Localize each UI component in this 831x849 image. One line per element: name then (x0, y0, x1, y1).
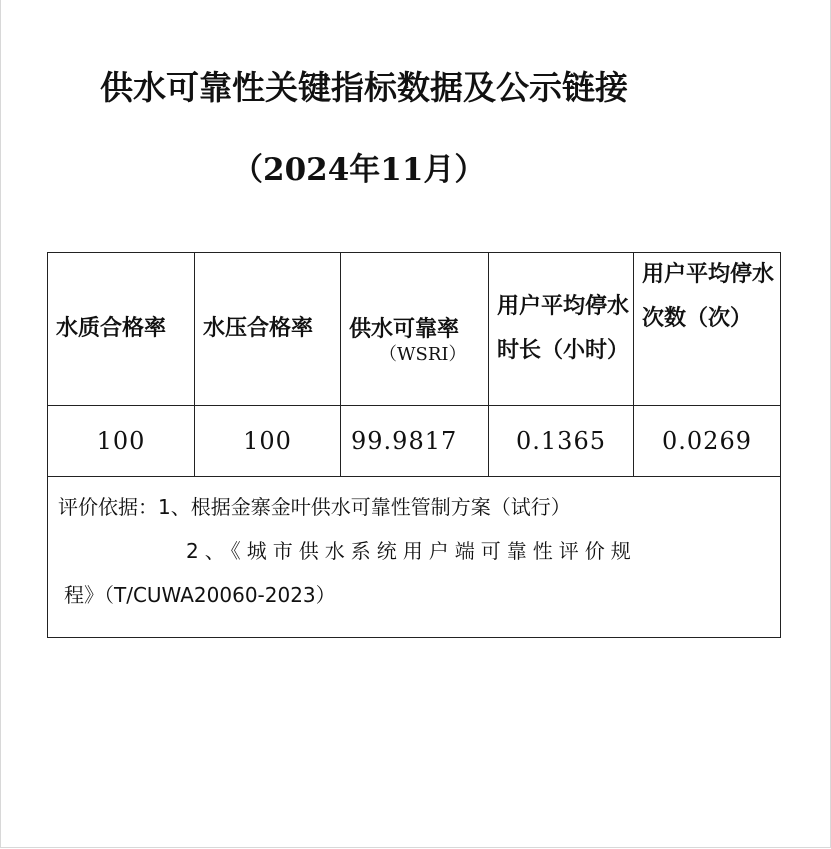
note-item-1: 1、根据金寨金叶供水可靠性管制方案（试行） (158, 495, 571, 519)
header-water-pressure (195, 253, 341, 406)
note-prefix: 评价依据： (58, 495, 158, 519)
table-notes-row (48, 477, 781, 638)
value-water-pressure: 100 (195, 406, 341, 477)
evaluation-basis-notes (48, 477, 781, 638)
table-value-row (48, 406, 781, 477)
header-label: 水压合格率 (203, 316, 314, 341)
header-label: 供水可靠率 (349, 317, 460, 342)
header-supply-reliability (341, 253, 489, 406)
note-item-2: 2、《城市供水系统用户端可靠性评价规 (186, 539, 637, 563)
header-label: 用户平均停水次数（次） (642, 262, 775, 331)
header-sub-label: （WSRI） (379, 344, 467, 365)
header-avg-outage-duration (489, 253, 634, 406)
value-avg-outage-count: 0.0269 (634, 406, 781, 477)
note-line-1 (58, 485, 770, 529)
value-avg-outage-duration: 0.1365 (489, 406, 634, 477)
header-label: 用户平均停水时长（小时） (497, 294, 630, 363)
header-avg-outage-count (634, 253, 781, 406)
document-subtitle: （2024年11月） (232, 152, 486, 188)
document-title: 供水可靠性关键指标数据及公示链接 (100, 68, 628, 107)
table-header-row (48, 253, 781, 406)
header-water-quality (48, 253, 195, 406)
value-supply-reliability: 99.9817 (341, 406, 489, 477)
value-water-quality: 100 (48, 406, 195, 477)
indicator-table (47, 252, 781, 638)
note-item-2-continued: 程》（T/CUWA20060-2023） (64, 583, 336, 607)
header-label: 水质合格率 (56, 316, 167, 341)
